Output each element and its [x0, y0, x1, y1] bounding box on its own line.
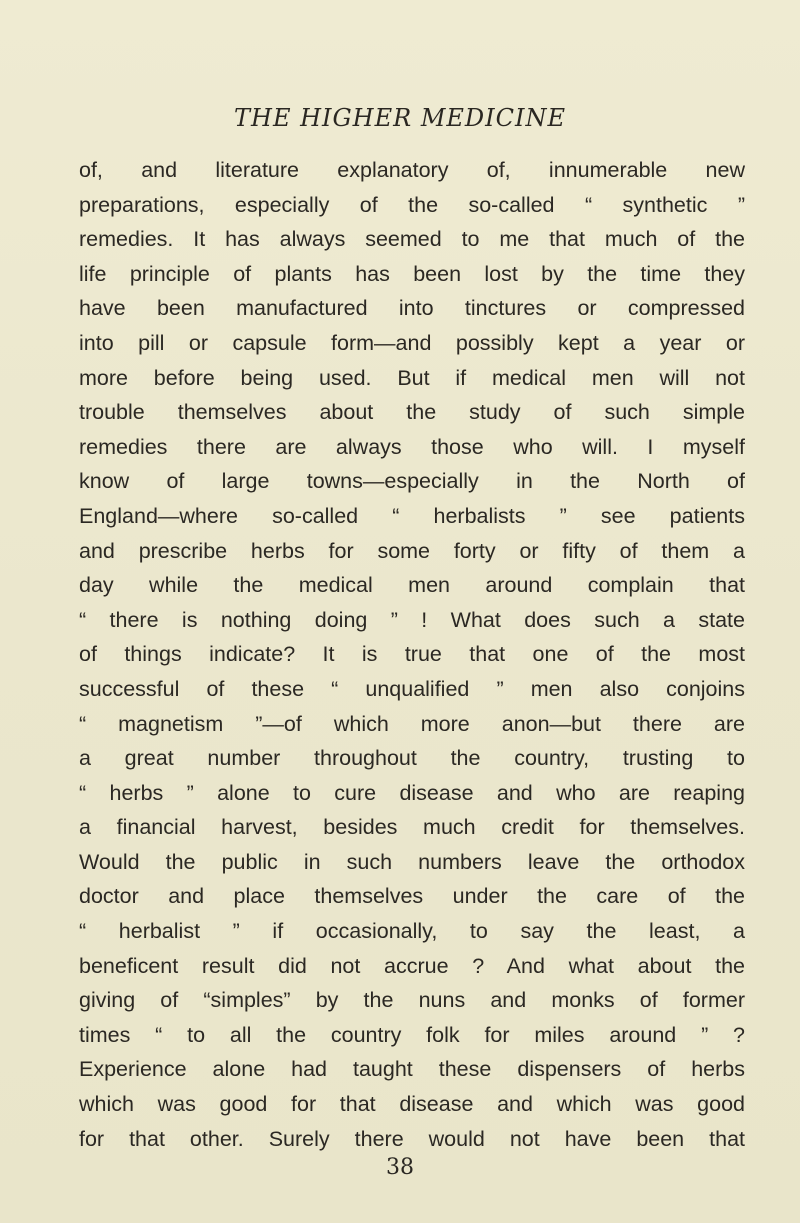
text-line: which was good for that disease and which was good [79, 1092, 745, 1117]
text-line: doctor and place themselves under the care of the [79, 884, 745, 909]
text-line: for that other. Surely there would not have been that [79, 1126, 745, 1151]
text-line: England—where so-called “ herbalists ” see patients [79, 503, 745, 528]
page-number: 38 [386, 1155, 414, 1180]
text-line: Experience alone had taught these dispensers of herbs [79, 1057, 745, 1082]
text-line: giving of “simples” by the nuns and monks of former [79, 988, 745, 1013]
text-line: life principle of plants has been lost by the time they [79, 261, 745, 286]
text-line: more before being used. But if medical men will not [79, 365, 745, 390]
text-line: successful of these “ unqualified ” men also conjoins [79, 676, 745, 701]
text-line: remedies there are always those who will. I myself [79, 434, 745, 459]
text-line: “ herbalist ” if occasionally, to say the least, a [79, 919, 745, 944]
text-line: of, and literature explanatory of, innumerable new [79, 158, 745, 182]
text-line: “ there is nothing doing ” ! What does such a state [79, 607, 745, 632]
text-line: trouble themselves about the study of such simple [79, 400, 745, 425]
text-line: Would the public in such numbers leave the orthodox [79, 849, 745, 874]
text-line: a great number throughout the country, trusting to [79, 746, 745, 771]
text-line: a financial harvest, besides much credit for themselves. [79, 815, 745, 840]
text-line: of things indicate? It is true that one of the most [79, 642, 745, 667]
running-title: THE HIGHER MEDICINE [234, 104, 566, 132]
text-line: day while the medical men around complain that [79, 573, 745, 598]
text-line: and prescribe herbs for some forty or fifty of them a [79, 538, 745, 563]
text-line: know of large towns—especially in the North of [79, 469, 745, 494]
text-line: “ herbs ” alone to cure disease and who are reaping [79, 780, 745, 805]
text-line: times “ to all the country folk for miles around ” ? [79, 1022, 745, 1047]
text-line: beneficent result did not accrue ? And what about the [79, 953, 745, 978]
text-line: “ magnetism ”—of which more anon—but there are [79, 711, 745, 736]
text-line: preparations, especially of the so-called “ synthetic ” [79, 192, 745, 217]
text-line: remedies. It has always seemed to me that much of the [79, 227, 745, 252]
text-line: into pill or capsule form—and possibly kept a year or [79, 330, 745, 355]
text-line: have been manufactured into tinctures or compressed [79, 296, 745, 321]
body-text [79, 153, 745, 1156]
